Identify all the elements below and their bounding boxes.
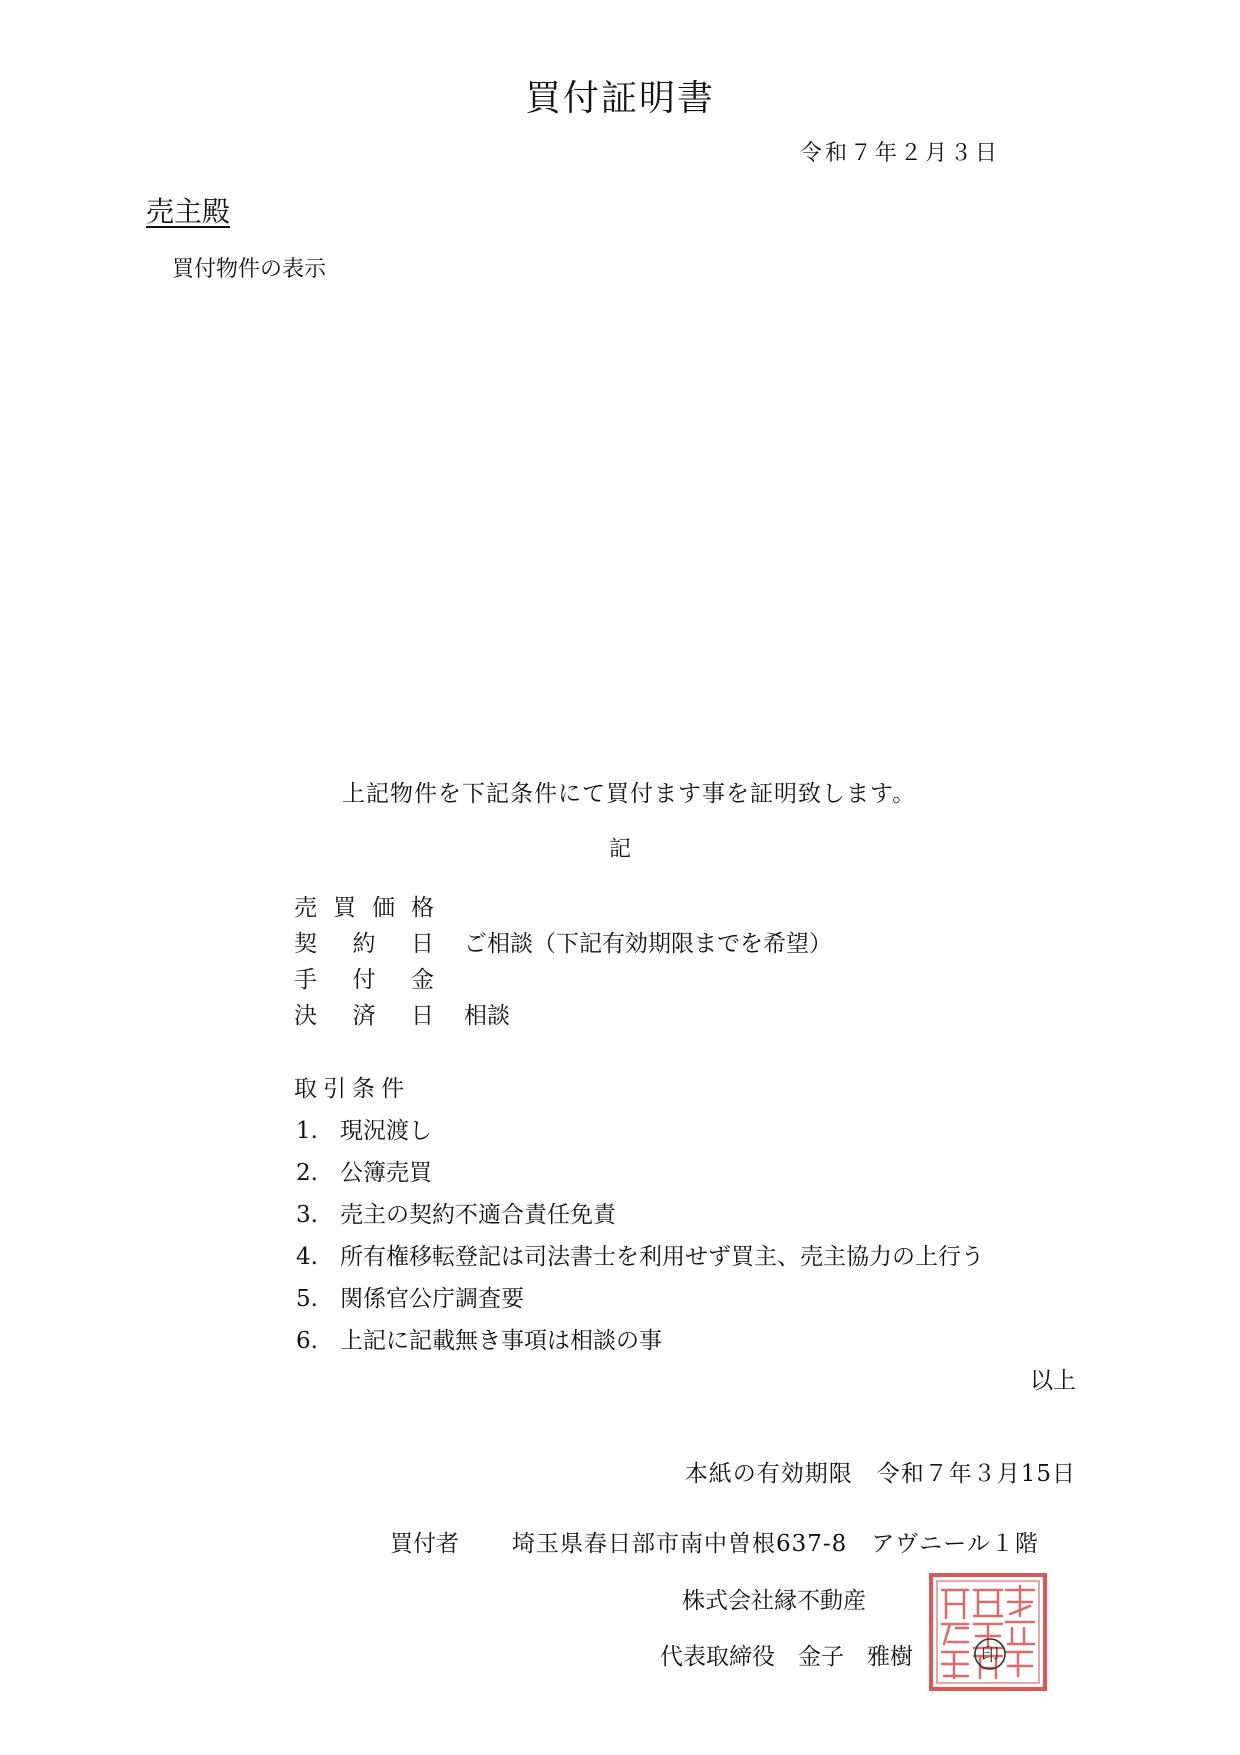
list-item xyxy=(296,1320,984,1362)
item-number: 5. xyxy=(296,1286,318,1312)
term-row-price xyxy=(294,890,832,926)
item-text: 関係官公庁調査要 xyxy=(340,1286,524,1312)
terms-table xyxy=(294,890,832,1034)
list-item xyxy=(296,1110,984,1152)
item-number: 6. xyxy=(296,1328,318,1354)
term-row-deposit xyxy=(294,962,832,998)
term-value: ご相談（下記有効期限までを希望） xyxy=(464,931,832,957)
validity-period: 本紙の有効期限 令和７年３月15日 xyxy=(684,1461,1076,1487)
in-seal-mark xyxy=(972,1636,1008,1672)
term-label xyxy=(294,998,464,1034)
term-label xyxy=(294,926,464,962)
list-item xyxy=(296,1194,984,1236)
label-char: 付 xyxy=(352,967,376,993)
list-item xyxy=(296,1278,984,1320)
label-char: 金 xyxy=(411,967,434,993)
item-text: 上記に記載無き事項は相談の事 xyxy=(340,1328,662,1354)
property-label: 買付物件の表示 xyxy=(172,257,327,282)
in-mark-text: 印 xyxy=(981,1645,999,1666)
item-number: 1. xyxy=(296,1118,318,1144)
label-char: 済 xyxy=(352,1003,376,1029)
label-char: 決 xyxy=(294,1003,317,1029)
closing-ijo: 以上 xyxy=(1030,1368,1076,1394)
conditions-title: 取引条件 xyxy=(294,1076,410,1102)
ki-heading: 記 xyxy=(608,837,631,862)
label-char: 買 xyxy=(333,895,356,921)
company-seal-stamp xyxy=(928,1572,1048,1692)
buyer-label: 買付者 xyxy=(390,1531,459,1557)
list-item xyxy=(296,1236,984,1278)
label-char: 格 xyxy=(411,895,434,921)
buyer-address: 埼玉県春日部市南中曽根637-8 アヴニール１階 xyxy=(512,1531,1039,1557)
item-number: 3. xyxy=(296,1202,318,1228)
label-char: 日 xyxy=(411,931,434,957)
item-text: 所有権移転登記は司法書士を利用せず買主、売主協力の上行う xyxy=(340,1244,984,1270)
term-row-settlement-date xyxy=(294,998,832,1034)
conditions-list xyxy=(296,1110,984,1362)
label-char: 手 xyxy=(294,967,317,993)
term-row-contract-date xyxy=(294,926,832,962)
representative-name: 代表取締役 金子 雅樹 xyxy=(660,1644,913,1670)
issue-date: 令和７年２月３日 xyxy=(799,141,1000,166)
list-item xyxy=(296,1152,984,1194)
label-char: 契 xyxy=(294,931,317,957)
item-text: 公簿売買 xyxy=(340,1160,432,1186)
item-number: 4. xyxy=(296,1244,318,1270)
term-label xyxy=(294,890,464,926)
addressee: 売主殿 xyxy=(146,195,231,228)
item-number: 2. xyxy=(296,1160,318,1186)
document-title: 買付証明書 xyxy=(524,78,715,119)
company-name: 株式会社縁不動産 xyxy=(682,1588,866,1614)
item-text: 現況渡し xyxy=(340,1118,432,1144)
label-char: 価 xyxy=(372,895,395,921)
label-char: 約 xyxy=(352,931,376,957)
term-label xyxy=(294,962,464,998)
term-value: 相談 xyxy=(464,1003,510,1029)
item-text: 売主の契約不適合責任免責 xyxy=(340,1202,616,1228)
label-char: 売 xyxy=(294,895,317,921)
certification-statement: 上記物件を下記条件にて買付ます事を証明致します。 xyxy=(342,781,917,807)
label-char: 日 xyxy=(411,1003,434,1029)
